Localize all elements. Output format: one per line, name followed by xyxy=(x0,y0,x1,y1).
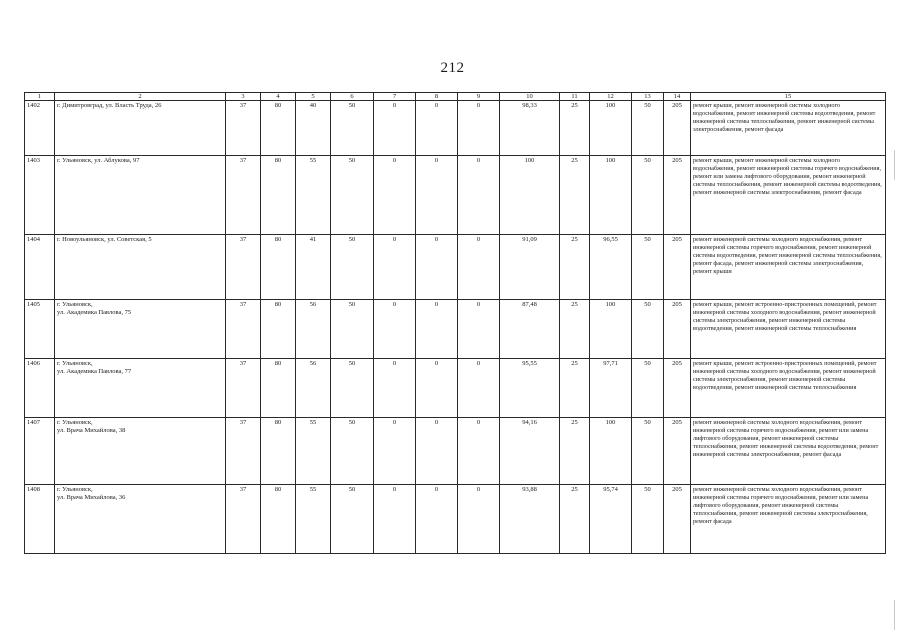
value-cell: 0 xyxy=(458,418,500,485)
value-cell: 50 xyxy=(632,300,664,359)
value-cell: 0 xyxy=(374,359,416,418)
address-cell: г. Ульяновск, ул. Академика Павлова, 77 xyxy=(55,359,226,418)
value-cell: 0 xyxy=(374,300,416,359)
value-cell: 100 xyxy=(590,156,632,235)
value-cell: 87,48 xyxy=(500,300,560,359)
value-cell: 0 xyxy=(416,156,458,235)
column-header: 1 xyxy=(25,93,55,101)
value-cell: 0 xyxy=(374,101,416,156)
value-cell: 25 xyxy=(560,418,590,485)
value-cell: 80 xyxy=(261,235,296,300)
row-number: 1403 xyxy=(25,156,55,235)
value-cell: 100 xyxy=(500,156,560,235)
value-cell: 37 xyxy=(226,156,261,235)
data-table xyxy=(24,92,886,554)
column-header: 3 xyxy=(226,93,261,101)
value-cell: 40 xyxy=(296,101,331,156)
row-number: 1404 xyxy=(25,235,55,300)
value-cell: 50 xyxy=(632,485,664,554)
value-cell: 80 xyxy=(261,300,296,359)
column-header: 2 xyxy=(55,93,226,101)
column-header: 6 xyxy=(331,93,374,101)
page-number: 212 xyxy=(440,60,465,76)
column-header: 7 xyxy=(374,93,416,101)
value-cell: 50 xyxy=(632,418,664,485)
value-cell: 0 xyxy=(416,485,458,554)
value-cell: 50 xyxy=(632,101,664,156)
scan-margin-mark xyxy=(894,600,895,630)
value-cell: 0 xyxy=(458,156,500,235)
table-row xyxy=(25,359,886,418)
value-cell: 0 xyxy=(416,359,458,418)
value-cell: 37 xyxy=(226,300,261,359)
value-cell: 0 xyxy=(416,235,458,300)
value-cell: 205 xyxy=(664,485,691,554)
value-cell: 25 xyxy=(560,359,590,418)
column-header: 8 xyxy=(416,93,458,101)
row-number: 1405 xyxy=(25,300,55,359)
value-cell: 205 xyxy=(664,235,691,300)
value-cell: 0 xyxy=(374,156,416,235)
value-cell: 25 xyxy=(560,101,590,156)
value-cell: 0 xyxy=(416,101,458,156)
value-cell: 93,88 xyxy=(500,485,560,554)
value-cell: 95,74 xyxy=(590,485,632,554)
value-cell: 55 xyxy=(296,485,331,554)
value-cell: 50 xyxy=(632,156,664,235)
works-cell: ремонт крыши, ремонт инженерной системы холодного водоснабжения, ремонт инженерной системы водоотведения, ремонт инженерной системы теплоснабжения, ремонт инженерной системы электроснабжения, ремонт фасада xyxy=(691,101,886,156)
row-number: 1406 xyxy=(25,359,55,418)
value-cell: 80 xyxy=(261,485,296,554)
value-cell: 37 xyxy=(226,359,261,418)
value-cell: 50 xyxy=(331,156,374,235)
column-header: 14 xyxy=(664,93,691,101)
column-header: 13 xyxy=(632,93,664,101)
value-cell: 91,09 xyxy=(500,235,560,300)
value-cell: 50 xyxy=(331,101,374,156)
address-cell: г. Димитровград, ул. Власть Труда, 26 xyxy=(55,101,226,156)
value-cell: 0 xyxy=(458,235,500,300)
value-cell: 37 xyxy=(226,418,261,485)
table-row xyxy=(25,101,886,156)
value-cell: 205 xyxy=(664,101,691,156)
works-cell: ремонт инженерной системы холодного водоснабжения, ремонт инженерной системы горячего водоснабжения, ремонт или замена лифтового оборудования, ремонт инженерной системы теплоснабжения, ремонт инженерной системы электроснабжения, ремонт фасада xyxy=(691,485,886,554)
value-cell: 50 xyxy=(331,235,374,300)
table-row xyxy=(25,156,886,235)
works-cell: ремонт инженерной системы холодного водоснабжения, ремонт инженерной системы горячего водоснабжения, ремонт инженерной системы водоотведения, ремонт инженерной системы теплоснабжения, ремонт фасада, ремонт инженерной системы электроснабжения, ремонт крыши xyxy=(691,235,886,300)
value-cell: 205 xyxy=(664,156,691,235)
value-cell: 205 xyxy=(664,300,691,359)
value-cell: 96,55 xyxy=(590,235,632,300)
column-header: 9 xyxy=(458,93,500,101)
value-cell: 0 xyxy=(374,235,416,300)
value-cell: 0 xyxy=(458,485,500,554)
value-cell: 50 xyxy=(331,300,374,359)
value-cell: 55 xyxy=(296,156,331,235)
column-header: 5 xyxy=(296,93,331,101)
value-cell: 205 xyxy=(664,418,691,485)
works-cell: ремонт крыши, ремонт инженерной системы холодного водоснабжения, ремонт инженерной системы горячего водоснабжения, ремонт или замена лифтового оборудования, ремонт инженерной системы теплоснабжения, ремонт инженерной системы водоотведения, ремонт инженерной системы электроснабжения, ремонт фасада xyxy=(691,156,886,235)
value-cell: 0 xyxy=(458,101,500,156)
value-cell: 0 xyxy=(458,300,500,359)
value-cell: 98,33 xyxy=(500,101,560,156)
value-cell: 56 xyxy=(296,300,331,359)
row-number: 1408 xyxy=(25,485,55,554)
address-cell: г. Ульяновск, ул. Врача Михайлова, 38 xyxy=(55,418,226,485)
value-cell: 100 xyxy=(590,418,632,485)
value-cell: 0 xyxy=(416,300,458,359)
value-cell: 80 xyxy=(261,359,296,418)
value-cell: 95,55 xyxy=(500,359,560,418)
address-cell: г. Ульяновск, ул. Аблукова, 97 xyxy=(55,156,226,235)
table-row xyxy=(25,300,886,359)
value-cell: 25 xyxy=(560,156,590,235)
value-cell: 0 xyxy=(458,359,500,418)
address-cell: г. Ульяновск, ул. Врача Михайлова, 36 xyxy=(55,485,226,554)
row-number: 1402 xyxy=(25,101,55,156)
address-cell: г. Ульяновск, ул. Академика Павлова, 75 xyxy=(55,300,226,359)
column-header: 11 xyxy=(560,93,590,101)
value-cell: 37 xyxy=(226,235,261,300)
value-cell: 205 xyxy=(664,359,691,418)
header-row xyxy=(25,93,886,101)
value-cell: 37 xyxy=(226,485,261,554)
value-cell: 94,16 xyxy=(500,418,560,485)
table-row xyxy=(25,235,886,300)
column-header: 10 xyxy=(500,93,560,101)
value-cell: 80 xyxy=(261,101,296,156)
value-cell: 56 xyxy=(296,359,331,418)
value-cell: 55 xyxy=(296,418,331,485)
row-number: 1407 xyxy=(25,418,55,485)
column-header: 4 xyxy=(261,93,296,101)
value-cell: 37 xyxy=(226,101,261,156)
value-cell: 80 xyxy=(261,418,296,485)
address-cell: г. Новоульяновск, ул. Советская, 5 xyxy=(55,235,226,300)
column-header: 15 xyxy=(691,93,886,101)
value-cell: 100 xyxy=(590,300,632,359)
value-cell: 25 xyxy=(560,485,590,554)
value-cell: 50 xyxy=(331,485,374,554)
table-row xyxy=(25,485,886,554)
value-cell: 41 xyxy=(296,235,331,300)
scan-margin-mark xyxy=(894,150,895,180)
value-cell: 50 xyxy=(331,359,374,418)
value-cell: 0 xyxy=(416,418,458,485)
value-cell: 100 xyxy=(590,101,632,156)
column-header: 12 xyxy=(590,93,632,101)
value-cell: 0 xyxy=(374,418,416,485)
table-row xyxy=(25,418,886,485)
works-cell: ремонт крыши, ремонт встроенно-пристроенных помещений, ремонт инженерной системы холодного водоснабжения, ремонт инженерной системы электроснабжения, ремонт инженерной системы водоотведения, ремонт инженерной системы теплоснабжения xyxy=(691,300,886,359)
value-cell: 50 xyxy=(632,235,664,300)
works-cell: ремонт инженерной системы холодного водоснабжения, ремонт инженерной системы горячего водоснабжения, ремонт или замена лифтового оборудования, ремонт инженерной системы теплоснабжения, ремонт инженерной системы водоотведения, ремонт инженерной системы электроснабжения, ремонт фасада xyxy=(691,418,886,485)
value-cell: 97,71 xyxy=(590,359,632,418)
value-cell: 25 xyxy=(560,300,590,359)
value-cell: 80 xyxy=(261,156,296,235)
value-cell: 25 xyxy=(560,235,590,300)
value-cell: 0 xyxy=(374,485,416,554)
value-cell: 50 xyxy=(632,359,664,418)
works-cell: ремонт крыши, ремонт встроенно-пристроенных помещений, ремонт инженерной системы холодного водоснабжения, ремонт инженерной системы электроснабжения, ремонт инженерной системы водоотведения, ремонт инженерной системы теплоснабжения xyxy=(691,359,886,418)
value-cell: 50 xyxy=(331,418,374,485)
